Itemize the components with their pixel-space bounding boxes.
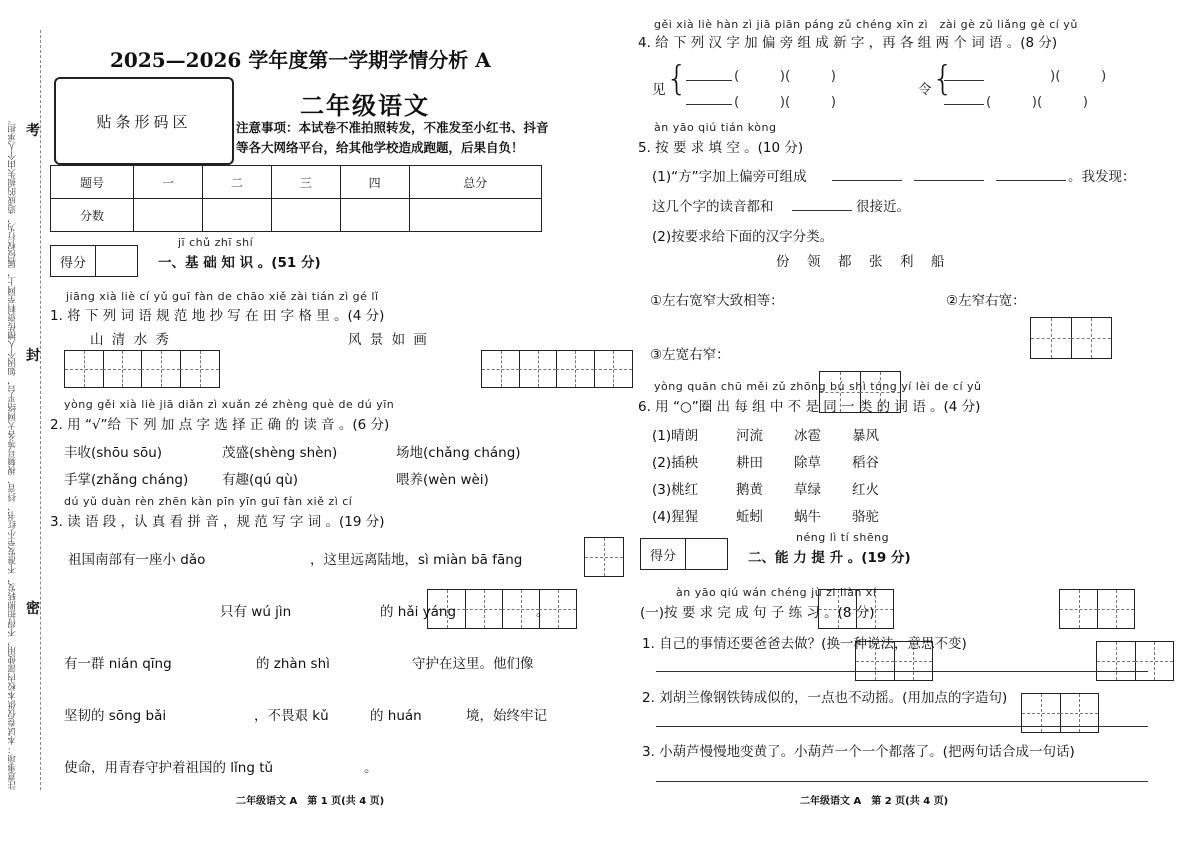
q3-p2a: 只有 wú jìn xyxy=(220,604,292,620)
exam-title: 2025—2026 学年度第一学期学情分析 A xyxy=(110,48,491,72)
q2-item[interactable]: 喂养(wèn wèi) xyxy=(396,472,489,488)
q2-item[interactable]: 有趣(qú qù) xyxy=(222,472,299,488)
score-header-cell: 二 xyxy=(202,166,271,199)
q1-word1: 山 清 水 秀 xyxy=(90,332,171,348)
q3-p4d: 境，始终牢记 xyxy=(466,708,547,724)
score-header-cell: 题号 xyxy=(51,166,134,199)
section2-score-box xyxy=(640,538,728,570)
q6-word[interactable]: (2)插秧 xyxy=(652,455,699,471)
q5-line1a: (1)“方”字加上偏旁可组成 xyxy=(652,169,807,185)
score-table-value-row xyxy=(51,199,542,232)
q6-text: 6. 用 “○”圈 出 每 组 中 不 是 同 一 类 的 词 语 。(4 分) xyxy=(638,399,981,415)
q3-p1a: 祖国南部有一座小 dǎo xyxy=(68,552,206,568)
q5-pinyin: àn yāo qiú tián kòng xyxy=(654,121,777,134)
section1-pinyin: jī chǔ zhī shí xyxy=(178,236,254,249)
q5-chars: 份 领 都 张 利 船 xyxy=(776,254,947,270)
q3-p2c: 。 xyxy=(536,604,550,620)
sub1-item: 2. 刘胡兰像钢铁铸成似的，一点也不动摇。(用加点的字造句) xyxy=(642,690,1008,706)
q3-p4b: ，不畏艰 kǔ xyxy=(254,708,329,724)
q3-grid-dao[interactable] xyxy=(584,537,624,577)
q3-p3c: 守护在这里。他们像 xyxy=(412,656,534,672)
q4-paren: ( )( ) xyxy=(986,94,1089,110)
section2-pinyin: néng lì tí shēng xyxy=(796,531,890,544)
q4-paren: )( ) xyxy=(1050,68,1107,84)
q3-grid-haiyang[interactable] xyxy=(1059,589,1135,629)
score-box-label: 得分 xyxy=(51,246,96,276)
q6-pinyin: yòng quān chū měi zǔ zhōng bú shì tóng yí lèi de cí yǔ xyxy=(654,380,982,393)
q4-blank[interactable] xyxy=(686,104,732,105)
q4-paren: ( )( ) xyxy=(734,94,837,110)
q5-blank[interactable] xyxy=(792,210,852,211)
q5-cat1: ①左右宽窄大致相等： xyxy=(650,293,784,309)
score-value-cell[interactable] xyxy=(134,199,203,232)
q2-item[interactable]: 茂盛(shèng shèn) xyxy=(222,445,338,461)
q6-word[interactable]: (1)晴朗 xyxy=(652,428,699,444)
q5-blank[interactable] xyxy=(996,180,1066,181)
q3-p1b: ，这里远离陆地，sì miàn bā fāng xyxy=(310,552,523,568)
q3-p5a: 使命，用青春守护着祖国的 lǐng tǔ xyxy=(64,760,274,776)
q6-word[interactable]: (3)桃红 xyxy=(652,482,699,498)
q3-p3a: 有一群 nián qīng xyxy=(64,656,172,672)
q6-word[interactable]: 除草 xyxy=(794,455,821,471)
q4-pinyin: gěi xià liè hàn zì jiā piān páng zǔ chéng xīn zì zài gè zǔ liǎng gè cí yǔ xyxy=(654,18,1078,31)
q3-p4a: 坚韧的 sōng bǎi xyxy=(64,708,167,724)
q6-word[interactable]: 河流 xyxy=(736,428,763,444)
sub1-item: 1. 自己的事情还要爸爸去做？(换一种说法，意思不变) xyxy=(642,636,967,652)
q5-cat3: ③左宽右窄： xyxy=(650,347,730,363)
q4-char2: 令 xyxy=(918,82,932,98)
barcode-area xyxy=(54,77,234,165)
q1-text: 1. 将 下 列 词 语 规 范 地 抄 写 在 田 字 格 里 。(4 分) xyxy=(50,308,385,324)
q4-text: 4. 给 下 列 汉 字 加 偏 旁 组 成 新 字 ，再 各 组 两 个 词 语 。(8 分) xyxy=(638,35,1058,51)
sub1-item: 3. 小葫芦慢慢地变黄了。小葫芦一个一个都落了。(把两句话合成一句话) xyxy=(642,744,1075,760)
score-table-header-row xyxy=(51,166,542,199)
score-header-cell: 一 xyxy=(134,166,203,199)
sub1-title: (一)按 要 求 完 成 句 子 练 习 。(8 分) xyxy=(640,605,875,621)
q5-grid-cat2[interactable] xyxy=(1030,317,1112,359)
section2-title: 二、能 力 提 升 。(19 分) xyxy=(748,550,911,566)
sub1-answer-line[interactable] xyxy=(656,671,1148,672)
score-value-label: 分数 xyxy=(51,199,134,232)
sub1-answer-line[interactable] xyxy=(656,726,1148,727)
sub1-answer-line[interactable] xyxy=(656,781,1148,782)
q2-pinyin: yòng gěi xià liè jiā diǎn zì xuǎn zé zhèng què de dú yīn xyxy=(64,398,395,411)
margin-notice: 注意事项：本试卷仅供本校内部使用，不得拍照转发，不准发至小红书、抖音、视频号等各大网络平台，如因个人擅传资料至网上，属侵权行为，造成的损失由个人承担。 xyxy=(8,115,18,790)
sub1-pinyin: àn yāo qiú wán chéng jù zi liàn xí xyxy=(676,586,877,599)
notice xyxy=(236,118,556,158)
notice-label: 注意事项： xyxy=(236,120,299,135)
q2-item[interactable]: 丰收(shōu sōu) xyxy=(64,445,163,461)
score-table xyxy=(50,165,542,232)
q6-word[interactable]: 暴风 xyxy=(852,428,879,444)
q1-grid1[interactable] xyxy=(64,350,220,388)
q6-word[interactable]: 草绿 xyxy=(794,482,821,498)
score-box-blank[interactable] xyxy=(96,246,137,276)
q5-text: 5. 按 要 求 填 空 。(10 分) xyxy=(638,140,804,156)
q6-word[interactable]: 骆驼 xyxy=(852,509,879,525)
q1-grid2[interactable] xyxy=(481,350,633,388)
q4-char1: 见 xyxy=(652,82,666,98)
q4-paren: ( )( ) xyxy=(734,68,837,84)
q4-blank[interactable] xyxy=(944,80,984,81)
q2-text: 2. 用 “√”给 下 列 加 点 字 选 择 正 确 的 读 音 。(6 分) xyxy=(50,417,390,433)
margin-mark-kao: 考 xyxy=(26,123,40,139)
q5-line2a: 这几个字的读音都和 xyxy=(652,199,774,215)
q6-word[interactable]: 鹅黄 xyxy=(736,482,763,498)
q5-line3: (2)按要求给下面的汉字分类。 xyxy=(652,229,834,245)
q4-brace1: { xyxy=(666,59,688,99)
q6-word[interactable]: 冰雹 xyxy=(794,428,821,444)
score-value-cell[interactable] xyxy=(202,199,271,232)
q5-line2b: 很接近。 xyxy=(856,199,910,215)
binding-line xyxy=(40,30,41,790)
q5-line1b: 。我发现： xyxy=(1068,169,1136,185)
q6-word[interactable]: (4)猩猩 xyxy=(652,509,699,525)
q3-text: 3. 读 语 段 ，认 真 看 拼 音 ，规 范 写 字 词 。(19 分) xyxy=(50,514,385,530)
margin-mark-feng: 封 xyxy=(26,348,40,364)
footer-page2: 二年级语文 A 第 2 页(共 4 页) xyxy=(800,796,949,807)
footer-page1: 二年级语文 A 第 1 页(共 4 页) xyxy=(236,796,385,807)
score-value-cell[interactable] xyxy=(409,199,541,232)
score-value-cell[interactable] xyxy=(340,199,409,232)
q3-pinyin: dú yǔ duàn rèn zhēn kàn pīn yīn guī fàn xiě zì cí xyxy=(64,495,353,508)
q3-p5b: 。 xyxy=(364,760,378,776)
q1-word2: 风 景 如 画 xyxy=(348,332,429,348)
q6-word[interactable]: 蜗牛 xyxy=(794,509,821,525)
q2-item[interactable]: 手掌(zhǎng cháng) xyxy=(64,472,189,488)
subject-title: 二年级语文 xyxy=(300,91,430,120)
q3-p3b: 的 zhàn shì xyxy=(256,656,330,672)
section1-score-box xyxy=(50,245,138,277)
q1-pinyin: jiāng xià liè cí yǔ guī fàn de chāo xiě zài tián zì gé lǐ xyxy=(66,290,379,303)
q4-brace2: { xyxy=(932,59,954,99)
section1-title: 一、基 础 知 识 。(51 分) xyxy=(158,255,321,271)
score-box-label: 得分 xyxy=(641,539,686,569)
q3-p2b: 的 hǎi yáng xyxy=(380,604,457,620)
q6-word[interactable]: 红火 xyxy=(852,482,879,498)
score-header-cell: 四 xyxy=(340,166,409,199)
q3-p4c: 的 huán xyxy=(370,708,422,724)
q3-grid-songbai[interactable] xyxy=(1021,693,1099,733)
barcode-label: 贴条形码区 xyxy=(96,112,192,131)
q2-item[interactable]: 场地(chǎng cháng) xyxy=(396,445,521,461)
score-header-cell: 三 xyxy=(271,166,340,199)
score-value-cell[interactable] xyxy=(271,199,340,232)
q5-blank[interactable] xyxy=(914,180,984,181)
q3-grid-zhanshi[interactable] xyxy=(1096,641,1174,681)
q6-word[interactable]: 耕田 xyxy=(736,455,763,471)
score-header-cell: 总分 xyxy=(409,166,541,199)
margin-mark-mi: 密 xyxy=(26,601,40,617)
q5-blank[interactable] xyxy=(832,180,902,181)
q6-word[interactable]: 稻谷 xyxy=(852,455,879,471)
notice-text: 本试卷不准拍照转发，不准发至小红书、抖音等各大网络平台，给其他学校造成跑题，后果自负！ xyxy=(236,120,549,155)
q6-word[interactable]: 蚯蚓 xyxy=(736,509,763,525)
q5-cat2: ②左窄右宽： xyxy=(946,293,1026,309)
q4-blank[interactable] xyxy=(944,104,984,105)
q4-blank[interactable] xyxy=(686,80,732,81)
score-box-blank[interactable] xyxy=(686,539,727,569)
